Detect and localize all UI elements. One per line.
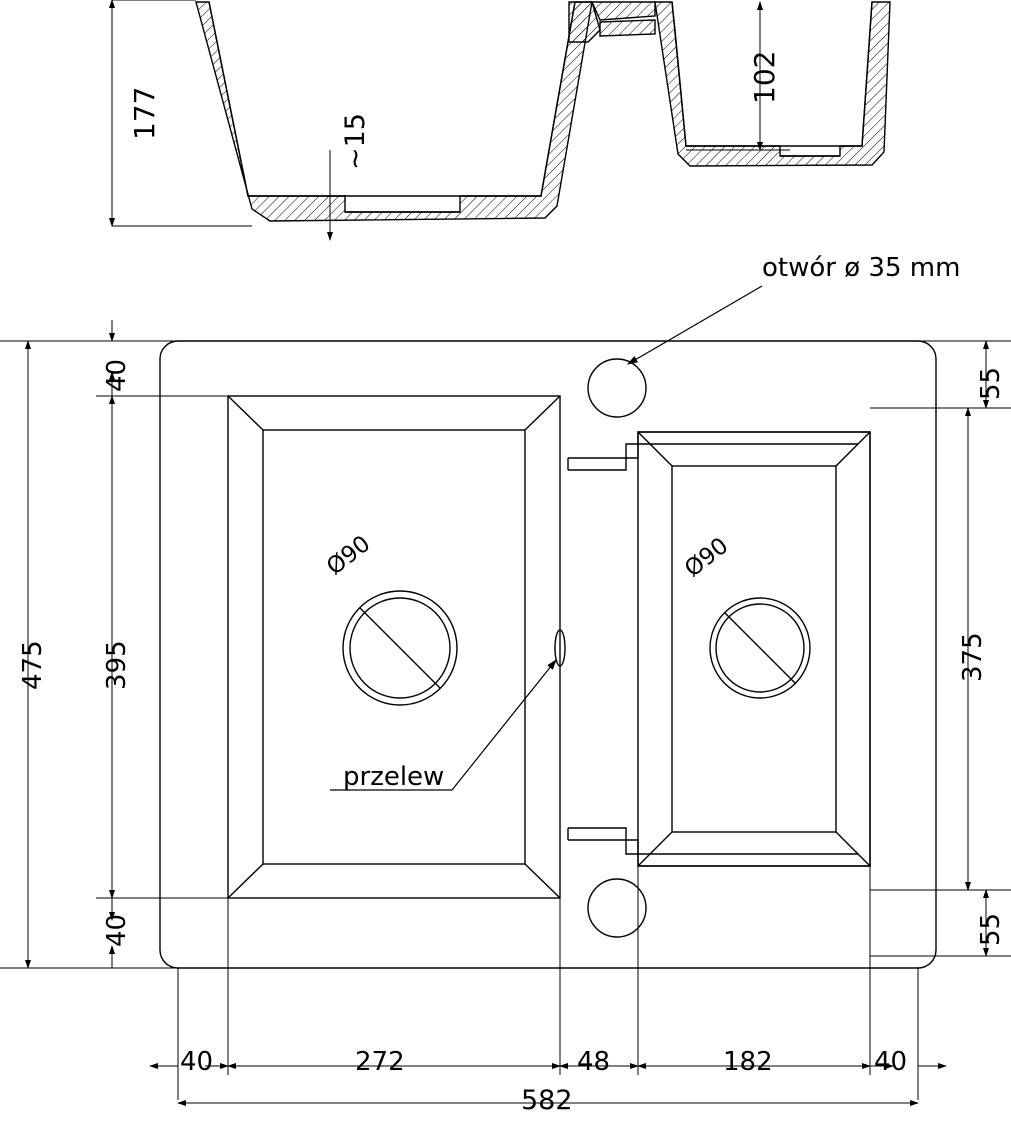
dim-depth-main-bowl: 177 [128,86,161,140]
dim-overall-width: 582 [521,1085,573,1116]
dim-margin-top-right: 55 [976,366,1006,400]
dim-margin-bottom-left: 40 [102,913,132,947]
overflow-note: przelew [343,762,445,792]
dim-inner-depth-right: 375 [958,632,988,682]
dim-width-main-bowl: 272 [355,1047,405,1077]
section-view-geometry [196,2,890,221]
drain-left-label: Ø90 [322,530,376,581]
dim-inner-depth-left: 395 [102,640,132,690]
dim-width-small-bowl: 182 [723,1047,773,1077]
dim-margin-top-left: 40 [102,358,132,392]
dim-offset-right: 40 [874,1047,908,1077]
tap-hole-note: otwór ø 35 mm [762,253,961,283]
dim-margin-bottom-right: 55 [976,912,1006,946]
dim-drain-height: ~15 [340,113,371,170]
dim-overall-depth: 475 [18,640,48,690]
dim-offset-left: 40 [180,1047,214,1077]
top-view-geometry [160,341,936,968]
dim-width-divider: 48 [577,1047,611,1077]
dim-depth-small-bowl: 102 [748,50,781,104]
drain-right-label: Ø90 [680,532,734,583]
callout-leaders [330,286,762,790]
top-view-dimension-lines [0,320,1011,1103]
